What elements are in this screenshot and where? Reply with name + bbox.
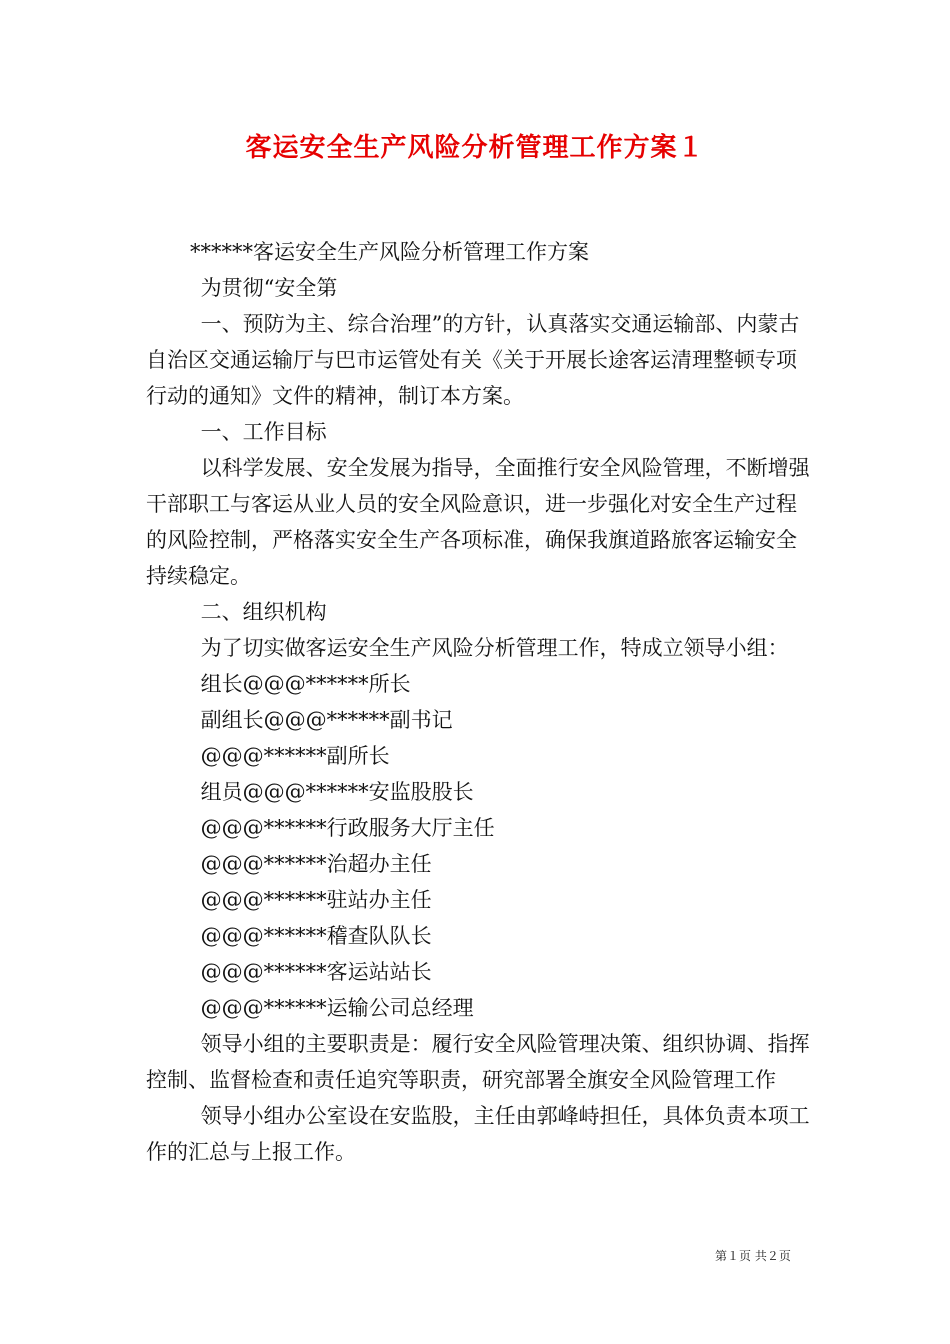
- list-item: @@@******驻站办主任: [200, 888, 432, 912]
- list-item: @@@******运输公司总经理: [200, 996, 474, 1020]
- paragraph: 以科学发展、安全发展为指导，全面推行安全风险管理，不断增强干部职工与客运从业人员的安全风险意识，进一步强化对安全生产过程的风险控制，严格落实安全生产各项标准，确保我旗道路旅客运输安全持续稳定。: [146, 456, 810, 588]
- paragraph: 为贯彻“安全第: [200, 276, 338, 300]
- list-item: @@@******稽查队队长: [200, 924, 432, 948]
- paragraph: 领导小组办公室设在安监股，主任由郭峰峙担任，具体负责本项工作的汇总与上报工作。: [146, 1104, 810, 1164]
- page-footer: 第１页 共２页: [715, 1249, 791, 1263]
- list-item: 副组长@@@******副书记: [200, 708, 453, 732]
- list-item: @@@******客运站站长: [200, 960, 432, 984]
- list-item: @@@******行政服务大厅主任: [200, 816, 495, 840]
- paragraph: 为了切实做客运安全生产风险分析管理工作，特成立领导小组：: [200, 636, 789, 660]
- list-item: 组长@@@******所长: [200, 672, 411, 696]
- list-item: @@@******副所长: [200, 744, 390, 768]
- paragraph: 领导小组的主要职责是：履行安全风险管理决策、组织协调、指挥控制、监督检查和责任追究等职责，研究部署全旗安全风险管理工作: [146, 1032, 810, 1092]
- document-body: [146, 234, 811, 1170]
- list-item: @@@******治超办主任: [200, 852, 432, 876]
- section-heading: 一、工作目标: [200, 420, 327, 444]
- paragraph: 一、预防为主、综合治理”的方针，认真落实交通运输部、内蒙古自治区交通运输厅与巴市运管处有关《关于开展长途客运清理整顿专项行动的通知》文件的精神，制订本方案。: [146, 312, 800, 408]
- paragraph-heading-line: ******客运安全生产风险分析管理工作方案: [190, 240, 589, 264]
- document-title: 客运安全生产风险分析管理工作方案１: [245, 133, 705, 163]
- section-heading: 二、组织机构: [200, 600, 327, 624]
- list-item: 组员@@@******安监股股长: [200, 780, 474, 804]
